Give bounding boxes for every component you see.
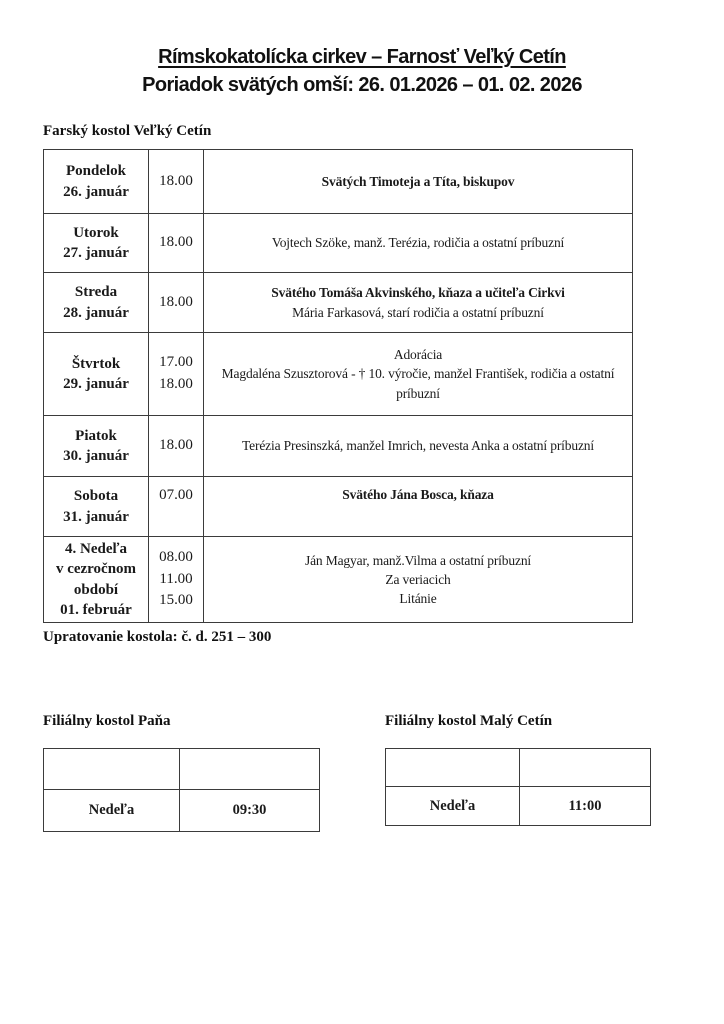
filial-row: [44, 749, 320, 790]
schedule-time: 15.00: [159, 592, 193, 609]
schedule-intention-line: Svätých Timoteja a Títa, biskupov: [321, 173, 515, 189]
schedule-day-cell: [44, 150, 149, 214]
schedule-intention-cell: [204, 150, 633, 214]
schedule-time: 08.00: [159, 548, 193, 565]
schedule-day-line: v cezročnom: [55, 561, 137, 578]
document-subtitle: Poriadok svätých omší: 26. 01.2026 – 01. 02. 2026: [142, 74, 582, 96]
schedule-time: 11.00: [159, 570, 193, 587]
schedule-day-cell: [44, 333, 149, 416]
schedule-intention-cell: [204, 333, 633, 416]
filial-day-cell: Nedeľa: [386, 787, 520, 826]
schedule-time: 18.00: [159, 376, 193, 392]
schedule-day-line: 01. február: [60, 601, 132, 618]
schedule-day-line: Pondelok: [65, 163, 126, 180]
schedule-time: 18.00: [159, 437, 193, 454]
filial-time-cell: [520, 749, 651, 787]
schedule-time: 18.00: [159, 293, 193, 310]
schedule-row: [44, 333, 633, 416]
schedule-day-line: 27. január: [63, 245, 129, 261]
filial-day-cell: [44, 749, 180, 790]
schedule-row: [44, 477, 633, 537]
schedule-intention-line: Svätého Tomáša Akvinského, kňaza a učiteľa Cirkvi: [271, 285, 565, 301]
mass-schedule-table: [43, 149, 633, 623]
filial-pana-rows: [44, 749, 320, 832]
schedule-time: 17.00: [159, 354, 193, 371]
schedule-time: 18.00: [159, 172, 193, 189]
schedule-intention-line: Magdaléna Szusztorová - † 10. výročie, manžel František, rodičia a ostatní príbuzní: [221, 366, 615, 401]
schedule-intention-cell: [204, 273, 633, 333]
filial-day-cell: [386, 749, 520, 787]
schedule-row: [44, 416, 633, 477]
filial-maly-cetin-heading: Filiálny kostol Malý Cetín: [385, 713, 553, 729]
schedule-intention-line: Terézia Presinszká, manžel Imrich, nevesta Anka a ostatní príbuzní: [241, 438, 595, 454]
schedule-time: 07.00: [159, 487, 193, 503]
schedule-day-line: Štvrtok: [71, 355, 121, 372]
filial-time-cell: 11:00: [520, 787, 651, 826]
schedule-intention-line: Mária Farkasová, starí rodičia a ostatní príbuzní: [292, 304, 544, 320]
schedule-day-cell: [44, 214, 149, 273]
schedule-row: [44, 214, 633, 273]
mass-schedule-rows: [44, 150, 633, 623]
schedule-intention-cell: [204, 477, 633, 537]
schedule-day-cell: [44, 477, 149, 537]
schedule-intention-cell: [204, 537, 633, 623]
schedule-intention-line: Ján Magyar, manž.Vilma a ostatní príbuzní: [304, 552, 532, 568]
filial-time-cell: [180, 749, 320, 790]
schedule-row: [44, 537, 633, 623]
schedule-day-line: 26. január: [63, 183, 129, 200]
filial-church-maly-cetin: [385, 713, 650, 832]
schedule-row: [44, 150, 633, 214]
document-body: [0, 123, 724, 832]
schedule-time: 18.00: [159, 234, 193, 251]
filial-maly-cetin-table: [385, 748, 651, 826]
schedule-day-line: Streda: [74, 284, 118, 301]
schedule-day-line: Utorok: [73, 224, 119, 241]
schedule-day-line: Sobota: [73, 488, 119, 505]
schedule-intention-cell: [204, 214, 633, 273]
schedule-day-line: Piatok: [75, 427, 117, 444]
schedule-day-cell: [44, 273, 149, 333]
schedule-time-cell: [149, 477, 204, 537]
schedule-day-line: 31. január: [63, 508, 129, 525]
schedule-intention-line: Litánie: [399, 591, 437, 607]
filial-row: [44, 790, 320, 832]
filial-pana-table: [43, 748, 320, 832]
schedule-day-line: 30. január: [63, 448, 129, 464]
schedule-day-line: období: [73, 581, 119, 598]
filial-churches-section: [43, 713, 724, 832]
filial-day-cell: Nedeľa: [44, 790, 180, 832]
schedule-row: [44, 273, 633, 333]
schedule-day-line: 29. január: [63, 376, 129, 392]
schedule-time-cell: [149, 333, 204, 416]
parish-church-heading: Farský kostol Veľký Cetín: [43, 123, 212, 139]
schedule-time-cell: [149, 416, 204, 477]
filial-church-pana: [43, 713, 319, 832]
filial-row: [386, 749, 651, 787]
schedule-time-cell: [149, 214, 204, 273]
filial-pana-heading: Filiálny kostol Paňa: [43, 713, 171, 729]
schedule-intention-line: Adorácia: [393, 347, 443, 363]
schedule-time-cell: [149, 150, 204, 214]
schedule-day-cell: [44, 537, 149, 623]
schedule-intention-line: Vojtech Szöke, manž. Terézia, rodičia a ostatní príbuzní: [271, 235, 565, 251]
schedule-day-cell: [44, 416, 149, 477]
schedule-day-line: 28. január: [63, 304, 129, 321]
schedule-time-cell: [149, 273, 204, 333]
document-header: [0, 0, 724, 98]
filial-row: [386, 787, 651, 826]
filial-time-cell: 09:30: [180, 790, 320, 832]
filial-maly-cetin-rows: [386, 749, 651, 826]
schedule-intention-cell: [204, 416, 633, 477]
document-title: Rímskokatolícka cirkev – Farnosť Veľký Cetín: [158, 46, 566, 68]
schedule-time-cell: [149, 537, 204, 623]
cleaning-note: Upratovanie kostola: č. d. 251 – 300: [43, 629, 272, 645]
schedule-intention-line: Za veriacich: [385, 571, 451, 587]
schedule-intention-line: Svätého Jána Bosca, kňaza: [342, 487, 494, 502]
schedule-day-line: 4. Nedeľa: [64, 541, 128, 557]
